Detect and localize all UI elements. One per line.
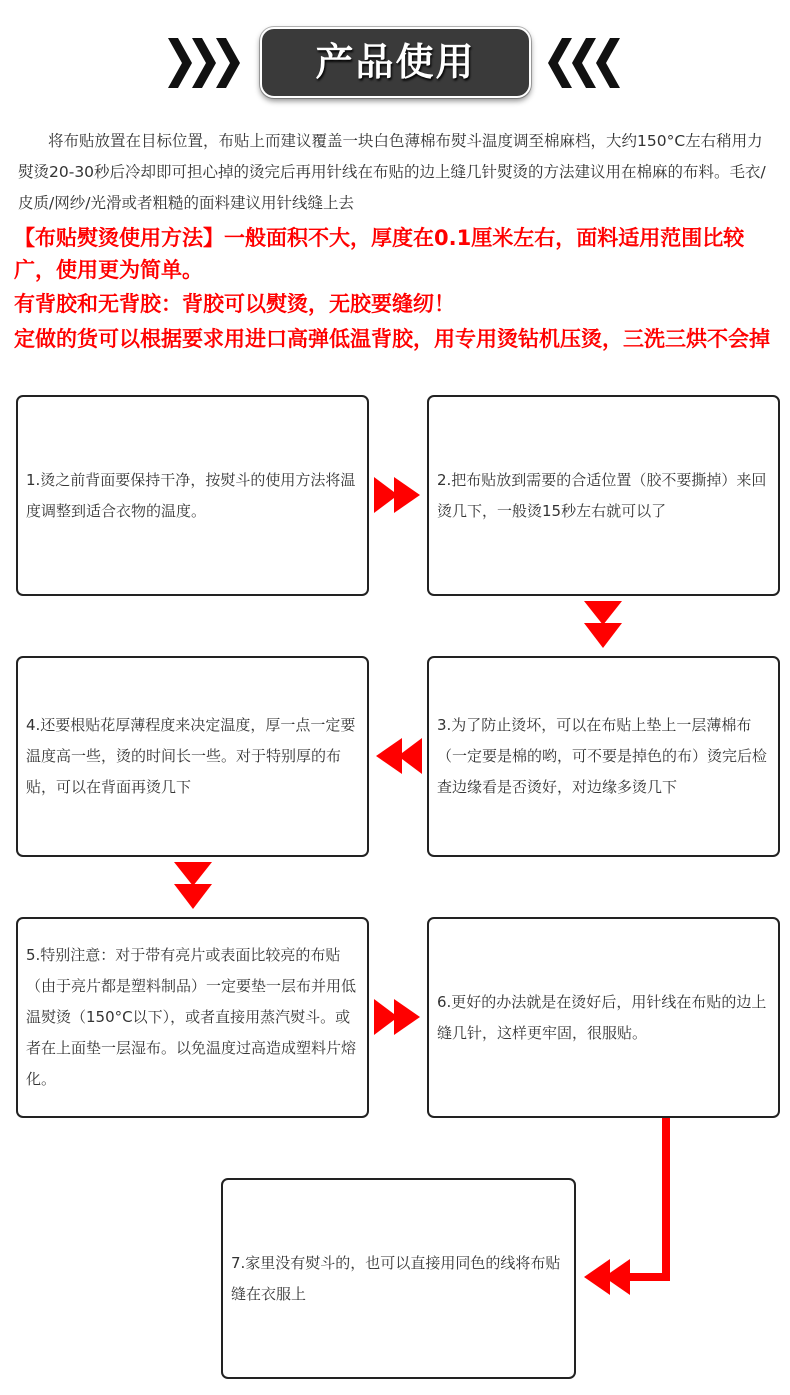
step-text: 4.还要根贴花厚薄程度来决定温度，厚一点一定要温度高一些，烫的时间长一些。对于特别厚的布贴，可以在背面再烫几下 [26, 716, 356, 796]
page-title: 产品使用 [260, 27, 531, 98]
arrow-left-icon [374, 738, 422, 774]
chevron-left-icon [548, 38, 622, 88]
step-6 [427, 917, 780, 1118]
arrow-down-icon [174, 862, 212, 910]
intro-text: 将布贴放置在目标位置，布贴上而建议覆盖一块白色薄棉布熨斗温度调至棉麻档，大约150°C左右稍用力熨烫20-30秒后冷却即可担心掉的烫完后再用针线在布贴的边上缝几针熨烫的方法建议用在棉麻的布料。毛衣/皮质/网纱/光滑或者粗糙的面料建议用针线缝上去 [18, 132, 766, 212]
arrow-down-icon [584, 601, 622, 649]
step-text: 3.为了防止烫坏，可以在布贴上垫上一层薄棉布（一定要是棉的哟，可不要是掉色的布）烫完后检查边缘看是否烫好，对边缘多烫几下 [437, 716, 768, 796]
step-text: 1.烫之前背面要保持干净，按熨斗的使用方法将温度调整到适合衣物的温度。 [26, 470, 356, 520]
step-7 [221, 1178, 576, 1379]
note-adhesive: 有背胶和无背胶：背胶可以熨烫，无胶要缝纫！ [14, 292, 455, 316]
step-5 [16, 917, 369, 1118]
arrow-right-icon [374, 477, 422, 513]
step-text: 2.把布贴放到需要的合适位置（胶不要撕掉）来回烫几下，一般烫15秒左右就可以了 [437, 470, 767, 520]
note-method: 【布贴熨烫使用方法】一般面积不大，厚度在0.1厘米左右，面料适用范围比较广，使用更为简单。 [14, 226, 745, 282]
step-text: 5.特别注意：对于带有亮片或表面比较亮的布贴（由于亮片都是塑料制品）一定要垫一层布并用低温熨烫（150°C以下），或者直接用蒸汽熨斗。或者在上面垫一层湿布。以免温度过高造成塑料片熔化。 [26, 946, 357, 1088]
step-1 [16, 395, 369, 596]
note-custom: 定做的货可以根据要求用进口高弹低温背胶，用专用烫钻机压烫，三洗三烘不会掉 [14, 327, 770, 351]
step-2 [427, 395, 780, 596]
arrow-right-icon [374, 999, 422, 1035]
step-text: 7.家里没有熨斗的，也可以直接用同色的线将布贴缝在衣服上 [231, 1253, 561, 1303]
step-3 [427, 656, 780, 857]
connector-arrow-icon [582, 1118, 674, 1298]
chevron-right-icon [168, 38, 242, 88]
step-text: 6.更好的办法就是在烫好后，用针线在布贴的边上缝几针，这样更牢固，很服贴。 [437, 992, 767, 1042]
step-4 [16, 656, 369, 857]
